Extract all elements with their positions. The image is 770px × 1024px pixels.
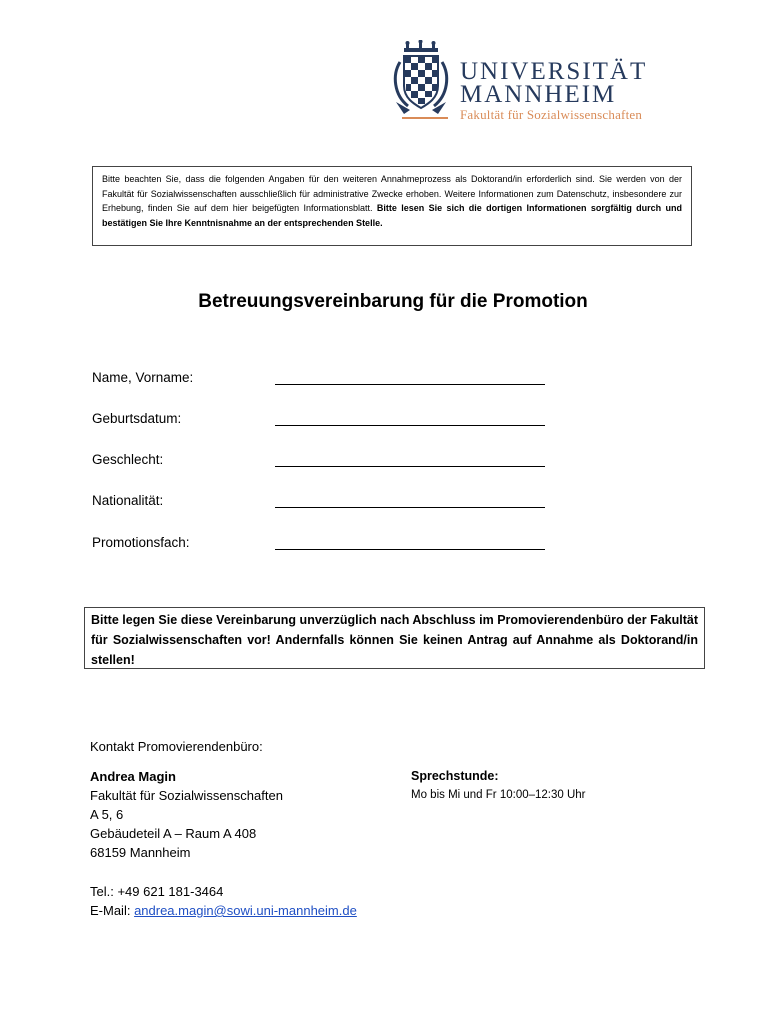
field-underline <box>275 507 545 508</box>
data-protection-notice <box>92 166 692 246</box>
field-label: Geburtsdatum: <box>92 411 182 426</box>
field-birthdate <box>92 411 552 431</box>
address-line: 68159 Mannheim <box>90 845 191 860</box>
office-hours <box>411 767 586 805</box>
field-underline <box>275 425 545 426</box>
email-link[interactable]: andrea.magin@sowi.uni-mannheim.de <box>134 903 357 918</box>
contact-name: Andrea Magin <box>90 769 176 784</box>
logo-accent-line <box>402 117 448 119</box>
field-label: Name, Vorname: <box>92 370 194 385</box>
university-logo <box>390 40 690 130</box>
field-label: Promotionsfach: <box>92 535 190 550</box>
contact-details <box>90 882 357 920</box>
email-row <box>90 901 357 920</box>
crest-icon <box>390 40 460 120</box>
phone-number: Tel.: +49 621 181-3464 <box>90 884 224 899</box>
faculty-name: Fakultät für Sozialwissenschaften <box>460 107 643 122</box>
university-name-line1: UNIVERSITÄT <box>460 58 648 85</box>
address-line: Gebäudeteil A – Raum A 408 <box>90 826 257 841</box>
email-label: E-Mail: <box>90 903 135 918</box>
field-nationality <box>92 493 552 513</box>
notice-bold-text: Bitte lesen Sie sich die dortigen Informationen sorgfältig durch und bestätigen Sie Ihre Kenntnisnahme an der entsprechenden Stelle. <box>102 203 682 228</box>
field-label: Nationalität: <box>92 493 164 508</box>
contact-heading: Kontakt Promovierendenbüro: <box>90 739 263 754</box>
submission-warning: Bitte legen Sie diese Vereinbarung unverzüglich nach Abschluss im Promovierendenbüro der Fakultät für Sozialwissenschaften vor! Andernfalls können Sie keinen Antrag auf Annahme als Doktorand/in stellen! <box>84 607 705 669</box>
office-hours-value: Mo bis Mi und Fr 10:00–12:30 Uhr <box>411 789 586 801</box>
address-line: Fakultät für Sozialwissenschaften <box>90 788 283 803</box>
office-hours-label: Sprechstunde: <box>411 769 499 783</box>
notice-text: Bitte beachten Sie, dass die folgenden Angaben für den weiteren Annahmeprozess als Doktorand/in erforderlich sind. Sie werden von der Fakultät für Sozialwissenschaften ausschließlich für administrative Zwecke erhoben. Weitere Informationen zum Datenschutz, insbesondere zur Erhebung, finden Sie auf dem hier beigefügten Informationsblatt. <box>102 174 682 213</box>
field-gender <box>92 452 552 472</box>
address-line: A 5, 6 <box>90 807 124 822</box>
university-name-line2: MANNHEIM <box>460 81 617 108</box>
field-underline <box>275 549 545 550</box>
field-subject <box>92 535 552 555</box>
field-name <box>92 370 552 390</box>
field-underline <box>275 384 545 385</box>
university-name <box>460 60 647 106</box>
field-underline <box>275 466 545 467</box>
field-label: Geschlecht: <box>92 452 164 467</box>
page-title: Betreuungsvereinbarung für die Promotion <box>198 291 588 312</box>
contact-address <box>90 767 283 862</box>
